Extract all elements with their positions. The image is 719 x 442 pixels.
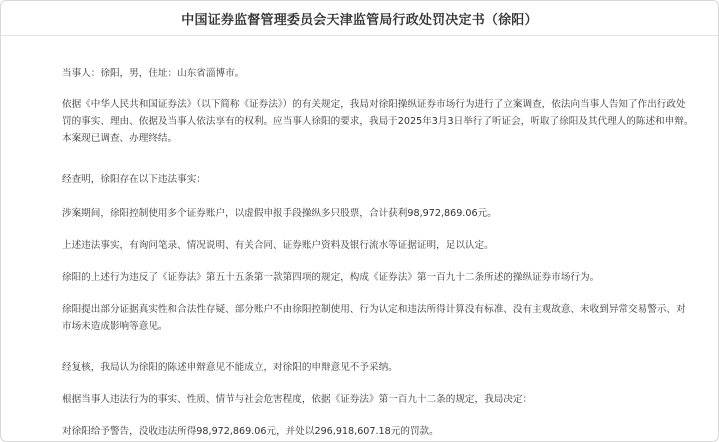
violation-facts-paragraph: 涉案期间，徐阳控制使用多个证券账户，以虚假申报手段操纵多只股票，合计获利98,972,869.06元。 bbox=[62, 208, 497, 219]
procedure-paragraph: 依据《中华人民共和国证券法》（以下简称《证券法》）的有关规定，我局对徐阳操纵证券市场行为进行了立案调查，依法向当事人告知了作出行政处罚的事实、理由、依据及当事人依法享有的权利。应当事人徐阳的要求，我局于2025年3月3日举行了听证会，听取了徐阳及其代理人的陈述和申辩。本案现已调查、办理终结。 bbox=[62, 99, 694, 144]
review-paragraph: 经复核，我局认为徐阳的陈述申辩意见不能成立，对徐阳的申辩意见不予采纳。 bbox=[62, 362, 398, 373]
legal-basis-paragraph: 徐阳的上述行为违反了《证券法》第五十五条第一款第四项的规定，构成《证券法》第一百九十二条所述的操纵证券市场行为。 bbox=[62, 272, 600, 283]
decision-basis-paragraph: 根据当事人违法行为的事实、性质、情节与社会危害程度，依据《证券法》第一百九十二条的规定，我局决定： bbox=[62, 394, 533, 405]
party-paragraph: 当事人：徐阳，男，住址：山东省淄博市。 bbox=[62, 68, 245, 79]
title-bar bbox=[1, 1, 718, 36]
penalty-paragraph: 对徐阳给予警告，没收违法所得98,972,869.06元，并处以296,918,607.18元的罚款。 bbox=[62, 426, 439, 437]
findings-intro-paragraph: 经查明，徐阳存在以下违法事实： bbox=[62, 174, 206, 185]
document-title: 中国证券监督管理委员会天津监管局行政处罚决定书（徐阳） bbox=[181, 13, 538, 28]
evidence-paragraph: 上述违法事实，有询问笔录、情况说明、有关合同、证券账户资料及银行流水等证据证明，足以认定。 bbox=[62, 240, 494, 251]
defense-paragraph: 徐阳提出部分证据真实性和合法性存疑、部分账户不由徐阳控制使用、行为认定和违法所得计算没有标准、没有主观故意、未收到异常交易警示、对市场未造成影响等意见。 bbox=[62, 304, 686, 332]
